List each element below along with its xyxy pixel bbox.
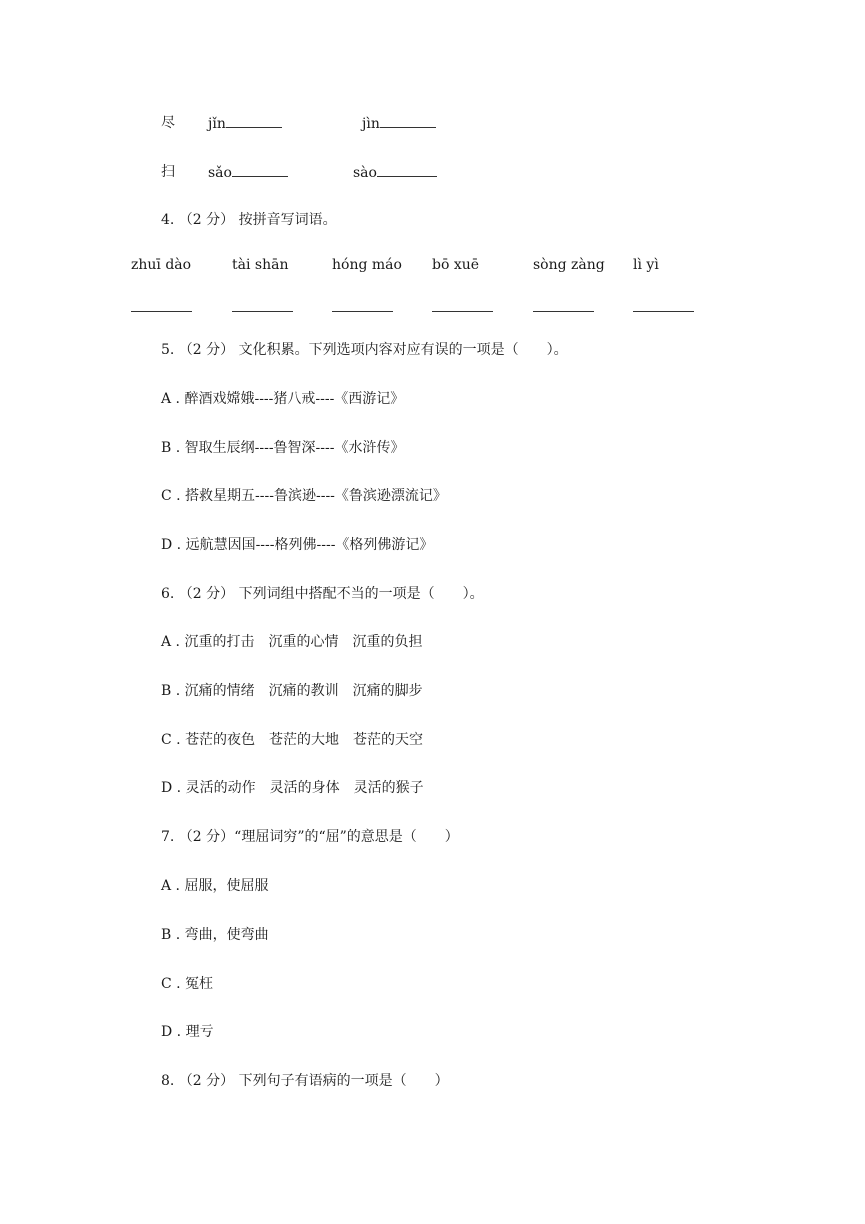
question-6-title: 6. （2 分） 下列词组中搭配不当的一项是（ ）。	[161, 586, 484, 602]
pinyin-word: zhuī dào	[131, 257, 192, 273]
option-d[interactable]: D . 理亏	[161, 1024, 214, 1040]
hanzi-char: 尽	[161, 115, 175, 131]
pinyin-row-1	[161, 114, 175, 132]
answer-blank[interactable]	[432, 311, 493, 312]
pinyin-word: hóng máo	[332, 257, 402, 273]
pinyin-option-1b: jìn	[362, 114, 436, 133]
option-c[interactable]: C . 冤枉	[161, 976, 214, 992]
pinyin-option-2b: sào	[353, 163, 437, 182]
option-b[interactable]: B . 智取生辰纲----鲁智深----《水浒传》	[161, 440, 405, 456]
answer-blank[interactable]	[633, 311, 694, 312]
pinyin-word: tài shān	[232, 257, 289, 273]
option-b[interactable]: B . 沉痛的情绪 沉痛的教训 沉痛的脚步	[161, 683, 423, 699]
option-d[interactable]: D . 远航慧因国----格列佛----《格列佛游记》	[161, 537, 434, 553]
answer-blank[interactable]	[533, 311, 594, 312]
option-c[interactable]: C . 搭救星期五----鲁滨逊----《鲁滨逊漂流记》	[161, 488, 447, 504]
pinyin-word: lì yì	[633, 257, 659, 273]
answer-blank[interactable]	[332, 311, 393, 312]
question-8-title: 8. （2 分） 下列句子有语病的一项是（ ）	[161, 1073, 449, 1089]
answer-blank[interactable]	[380, 114, 436, 128]
option-a[interactable]: A . 沉重的打击 沉重的心情 沉重的负担	[161, 634, 423, 650]
option-a[interactable]: A . 醉酒戏嫦娥----猪八戒----《西游记》	[161, 391, 405, 407]
question-7-title: 7. （2 分）“理屈词穷”的“屈”的意思是（ ）	[161, 829, 459, 845]
question-4-title: 4. （2 分） 按拼音写词语。	[161, 212, 337, 228]
hanzi-char: 扫	[161, 164, 175, 180]
option-d[interactable]: D . 灵活的动作 灵活的身体 灵活的猴子	[161, 780, 424, 796]
answer-blank[interactable]	[377, 163, 437, 177]
option-a[interactable]: A . 屈服，使屈服	[161, 878, 269, 894]
question-5-title: 5. （2 分） 文化积累。下列选项内容对应有误的一项是（ ）。	[161, 342, 568, 358]
option-b[interactable]: B . 弯曲，使弯曲	[161, 927, 269, 943]
pinyin-word: bō xuē	[432, 257, 480, 273]
pinyin-option-1a: jǐn	[208, 114, 282, 133]
pinyin-row-2	[161, 163, 175, 181]
answer-blank[interactable]	[131, 311, 192, 312]
answer-blank[interactable]	[232, 311, 293, 312]
answer-blank[interactable]	[226, 114, 282, 128]
answer-blank[interactable]	[232, 163, 288, 177]
pinyin-option-2a: sǎo	[208, 163, 288, 182]
option-c[interactable]: C . 苍茫的夜色 苍茫的大地 苍茫的天空	[161, 732, 424, 748]
pinyin-word: sòng zàng	[533, 257, 605, 273]
